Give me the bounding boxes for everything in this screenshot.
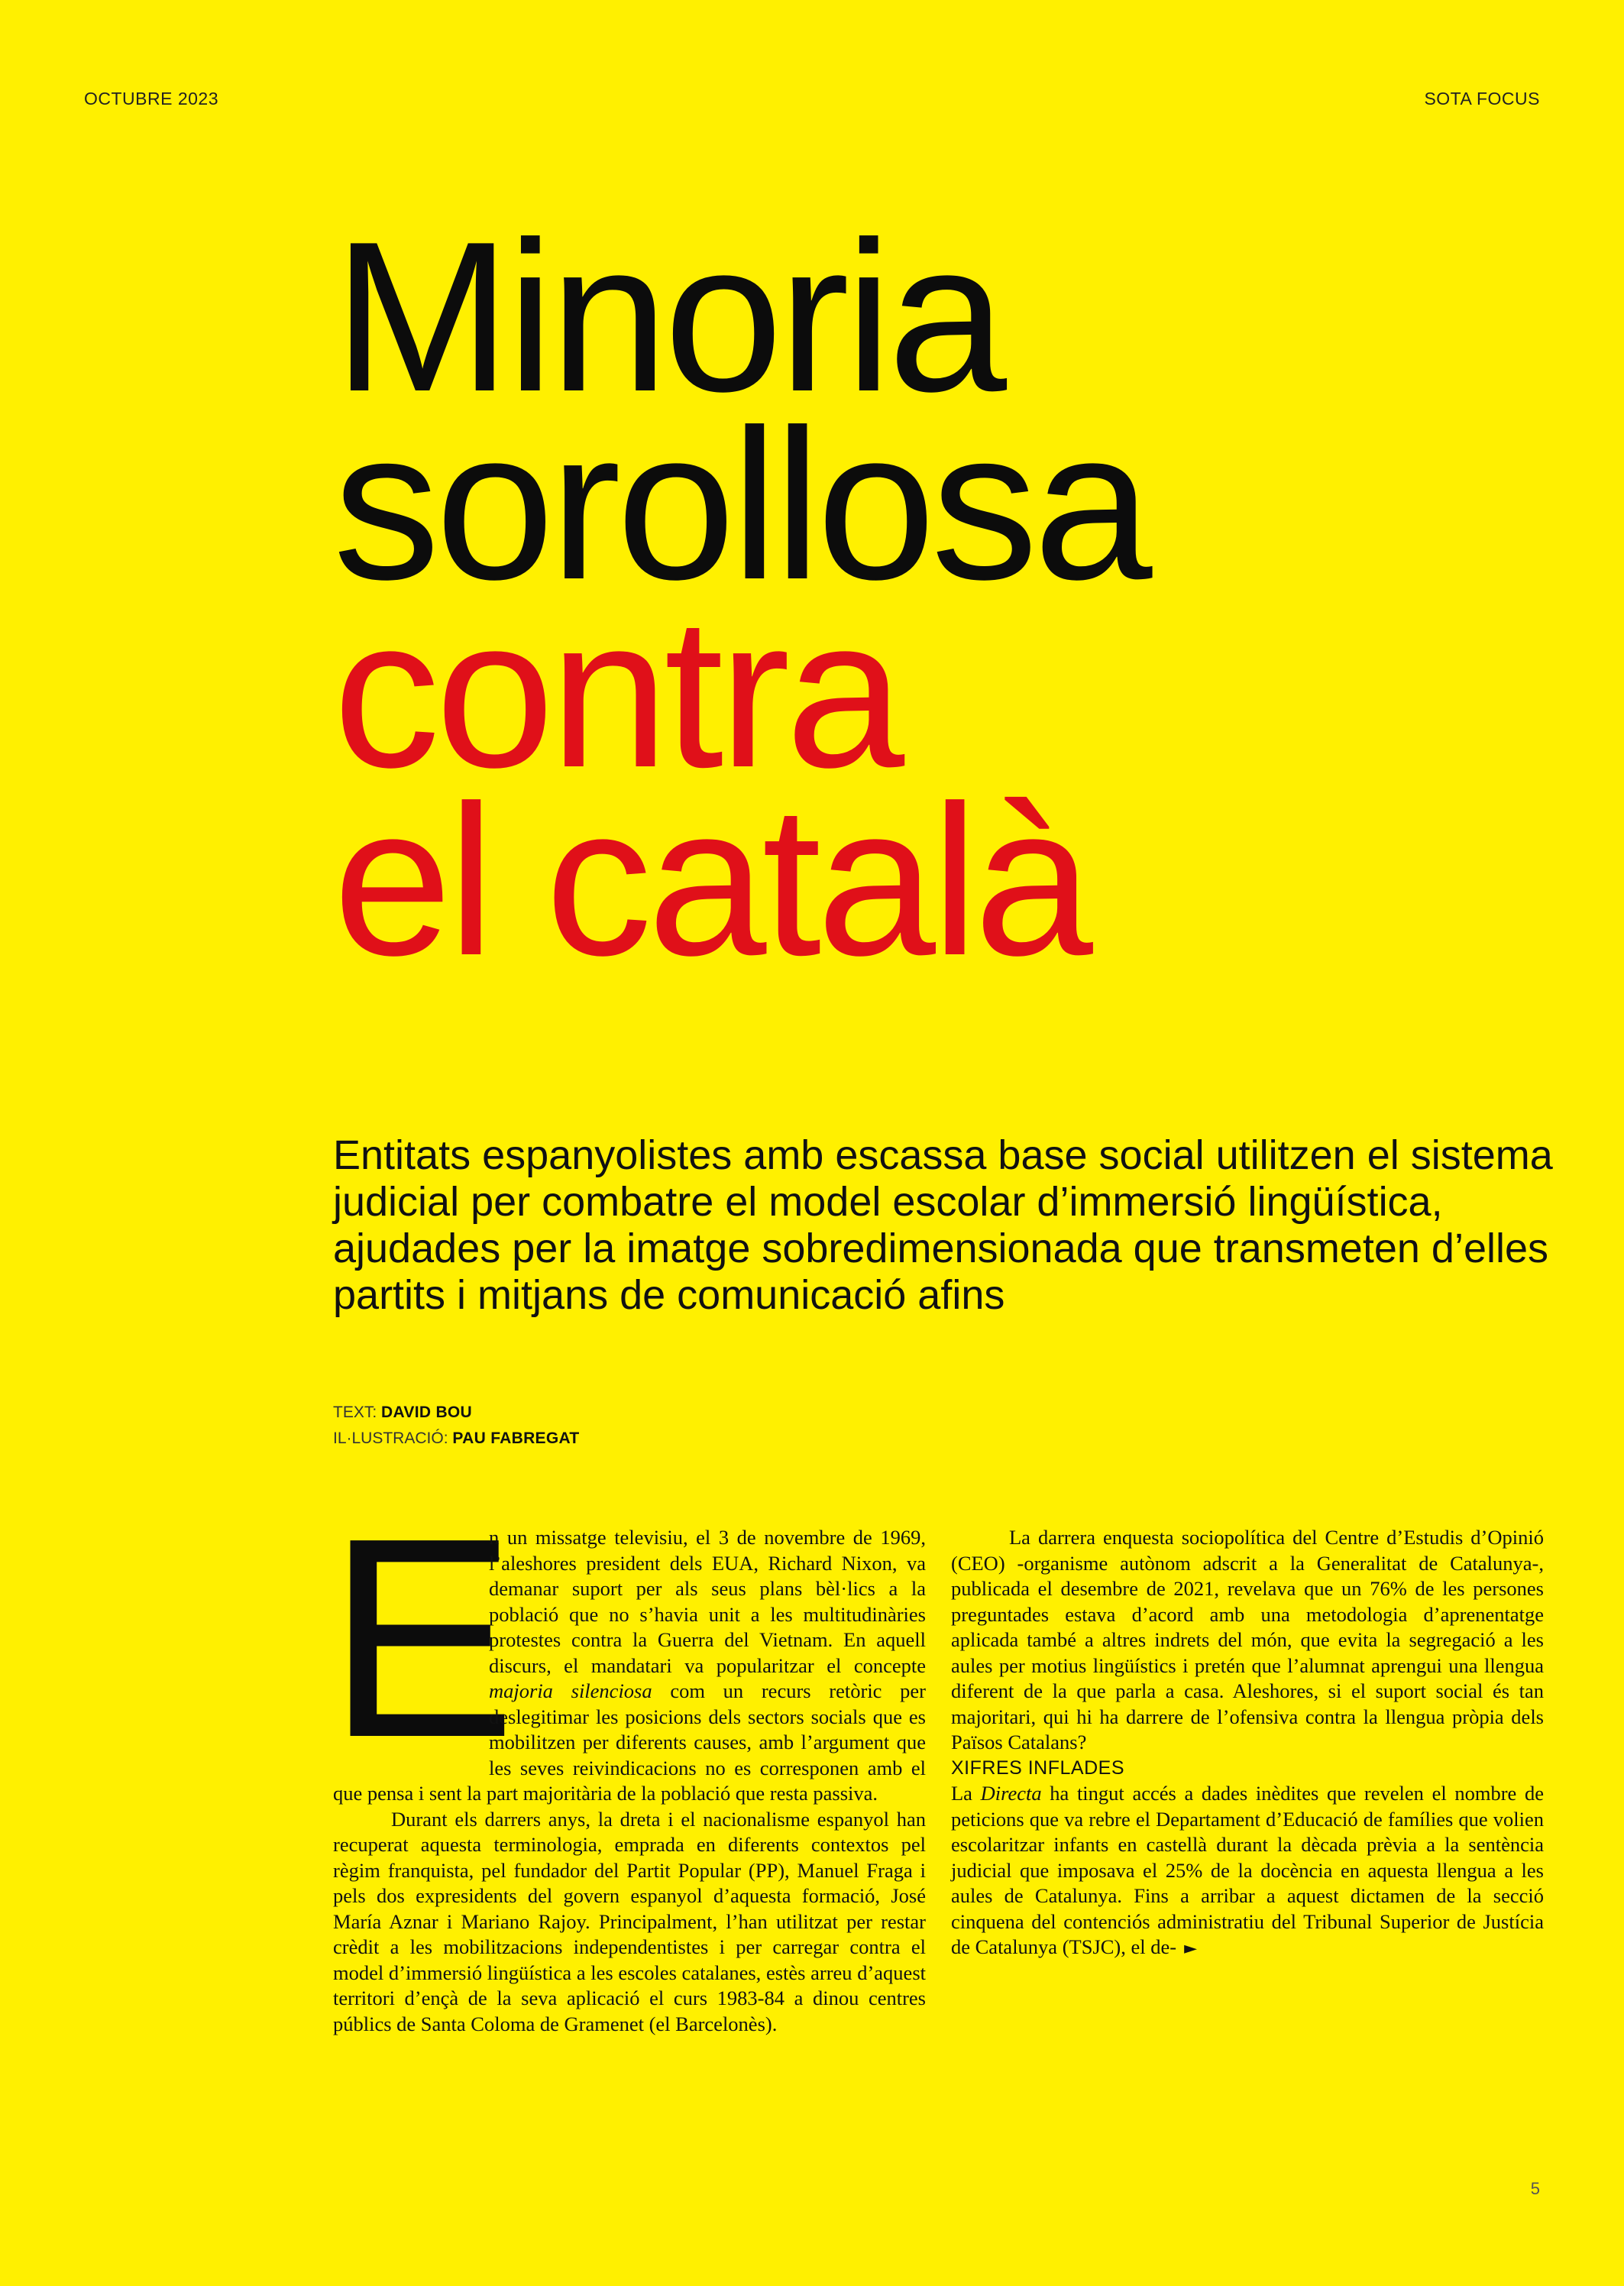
page-number: 5 <box>1530 2179 1540 2198</box>
body-paragraph-4 <box>951 1781 1544 1962</box>
subheading: XIFRES INFLADES <box>951 1757 1124 1779</box>
paragraph-4-emphasis: Directa <box>980 1782 1042 1805</box>
headline-line-3: contra <box>333 574 901 812</box>
body-column-right <box>951 1525 1544 1962</box>
body-paragraph-3: La darrera enquesta sociopolítica del Centre d’Estudis d’Opinió (CEO) -organisme autònom adscrit a la Generalitat de Catalunya-, publicada el desembre de 2021, revelava que un 76% de les persones preguntades estava d’acord amb una metodologia d’aprenentatge aplicada també a altres indrets del món, que evita la segregació a les aules per motius lingüístics i pretén que l’alumnat aprengui una llengua diferent de la que parla a casa. Aleshores, si el suport social és tan majoritari, qui hi ha darrere de l’ofensiva contra la llengua pròpia dels Països Catalans? <box>951 1526 1544 1753</box>
text-credit-label: TEXT: <box>333 1404 377 1421</box>
paragraph-4-text-b: ha tingut accés a dades inèdites que revelen el nombre de peticions que va rebre el Departament d’Educació de famílies que volien escolaritzar infants en castellà durant la dècada prèvia a la sentència judicial que imposava el 25% de la docència en aquesta llengua a les aules de Catalunya. Fins a arribar a aquest dictamen de la secció cinquena del contenciós administratiu del Tribunal Superior de Justícia de Catalunya (TSJC), el de- <box>951 1782 1544 1958</box>
credits <box>333 1400 580 1452</box>
headline-line-4: el català <box>333 762 1089 1000</box>
headline-line-2: sorollosa <box>333 386 1148 624</box>
standfirst: Entitats espanyolistes amb escassa base social utilitzen el sistema judicial per combatre el model escolar d’immersió lingüística, ajudades per la imatge sobredimensionada que transmeten d’elles partits i mitjans de comunicació afins <box>333 1132 1553 1318</box>
paragraph-1-emphasis: majoria silenciosa <box>489 1679 652 1702</box>
illustrator: PAU FABREGAT <box>452 1430 580 1447</box>
issue-date: OCTUBRE 2023 <box>84 89 219 108</box>
headline-line-1: Minoria <box>333 198 1003 436</box>
continue-arrow-icon: ► <box>1184 1939 1198 1958</box>
text-credit <box>333 1400 580 1426</box>
headline <box>333 198 1148 1000</box>
illustration-credit <box>333 1426 580 1452</box>
paragraph-4-text-a: La <box>951 1782 981 1805</box>
text-author: DAVID BOU <box>381 1404 473 1421</box>
body-column-left <box>327 1478 926 2037</box>
body-paragraph-2: Durant els darrers anys, la dreta i el nacionalisme espanyol han recuperat aquesta terminologia, emprada en diferents contextos pel règim franquista, pel fundador del Partit Popular (PP), Manuel Fraga i pels dos expresidents del govern espanyol d’aquesta formació, José María Aznar i Mariano Rajoy. Principalment, l’han utilitzat per restar crèdit a les mobilitzacions independentistes i per carregar contra el model d’immersió lingüística a les escoles catalanes, estès arreu d’aquest territori d’ençà de la seva aplicació el curs 1983-84 a dinou centres públics de Santa Coloma de Gramenet (el Barcelonès). <box>333 1807 926 2035</box>
illustration-credit-label: IL·LUSTRACIÓ: <box>333 1430 448 1447</box>
section-name: SOTA FOCUS <box>1424 89 1540 108</box>
paragraph-1-text-a: n un missatge televisiu, el 3 de novembre de 1969, l’aleshores president dels EUA, Richard Nixon, va demanar suport per als seus plans bèl·lics a la població que no s’havia unit a les multitudinàries protestes contra la Guerra del Vietnam. En aquell discurs, el mandatari va popularitzar el concepte <box>489 1526 926 1677</box>
drop-cap: E <box>327 1478 517 1796</box>
paragraph-1-text-b: com un recurs retòric per deslegitimar les posicions dels sectors socials que es mobilitzen per diferents causes, amb l’argument que les seves reivindicacions no es corresponen amb el que pensa i sent la part majoritària de la població que resta passiva. <box>333 1679 926 1805</box>
